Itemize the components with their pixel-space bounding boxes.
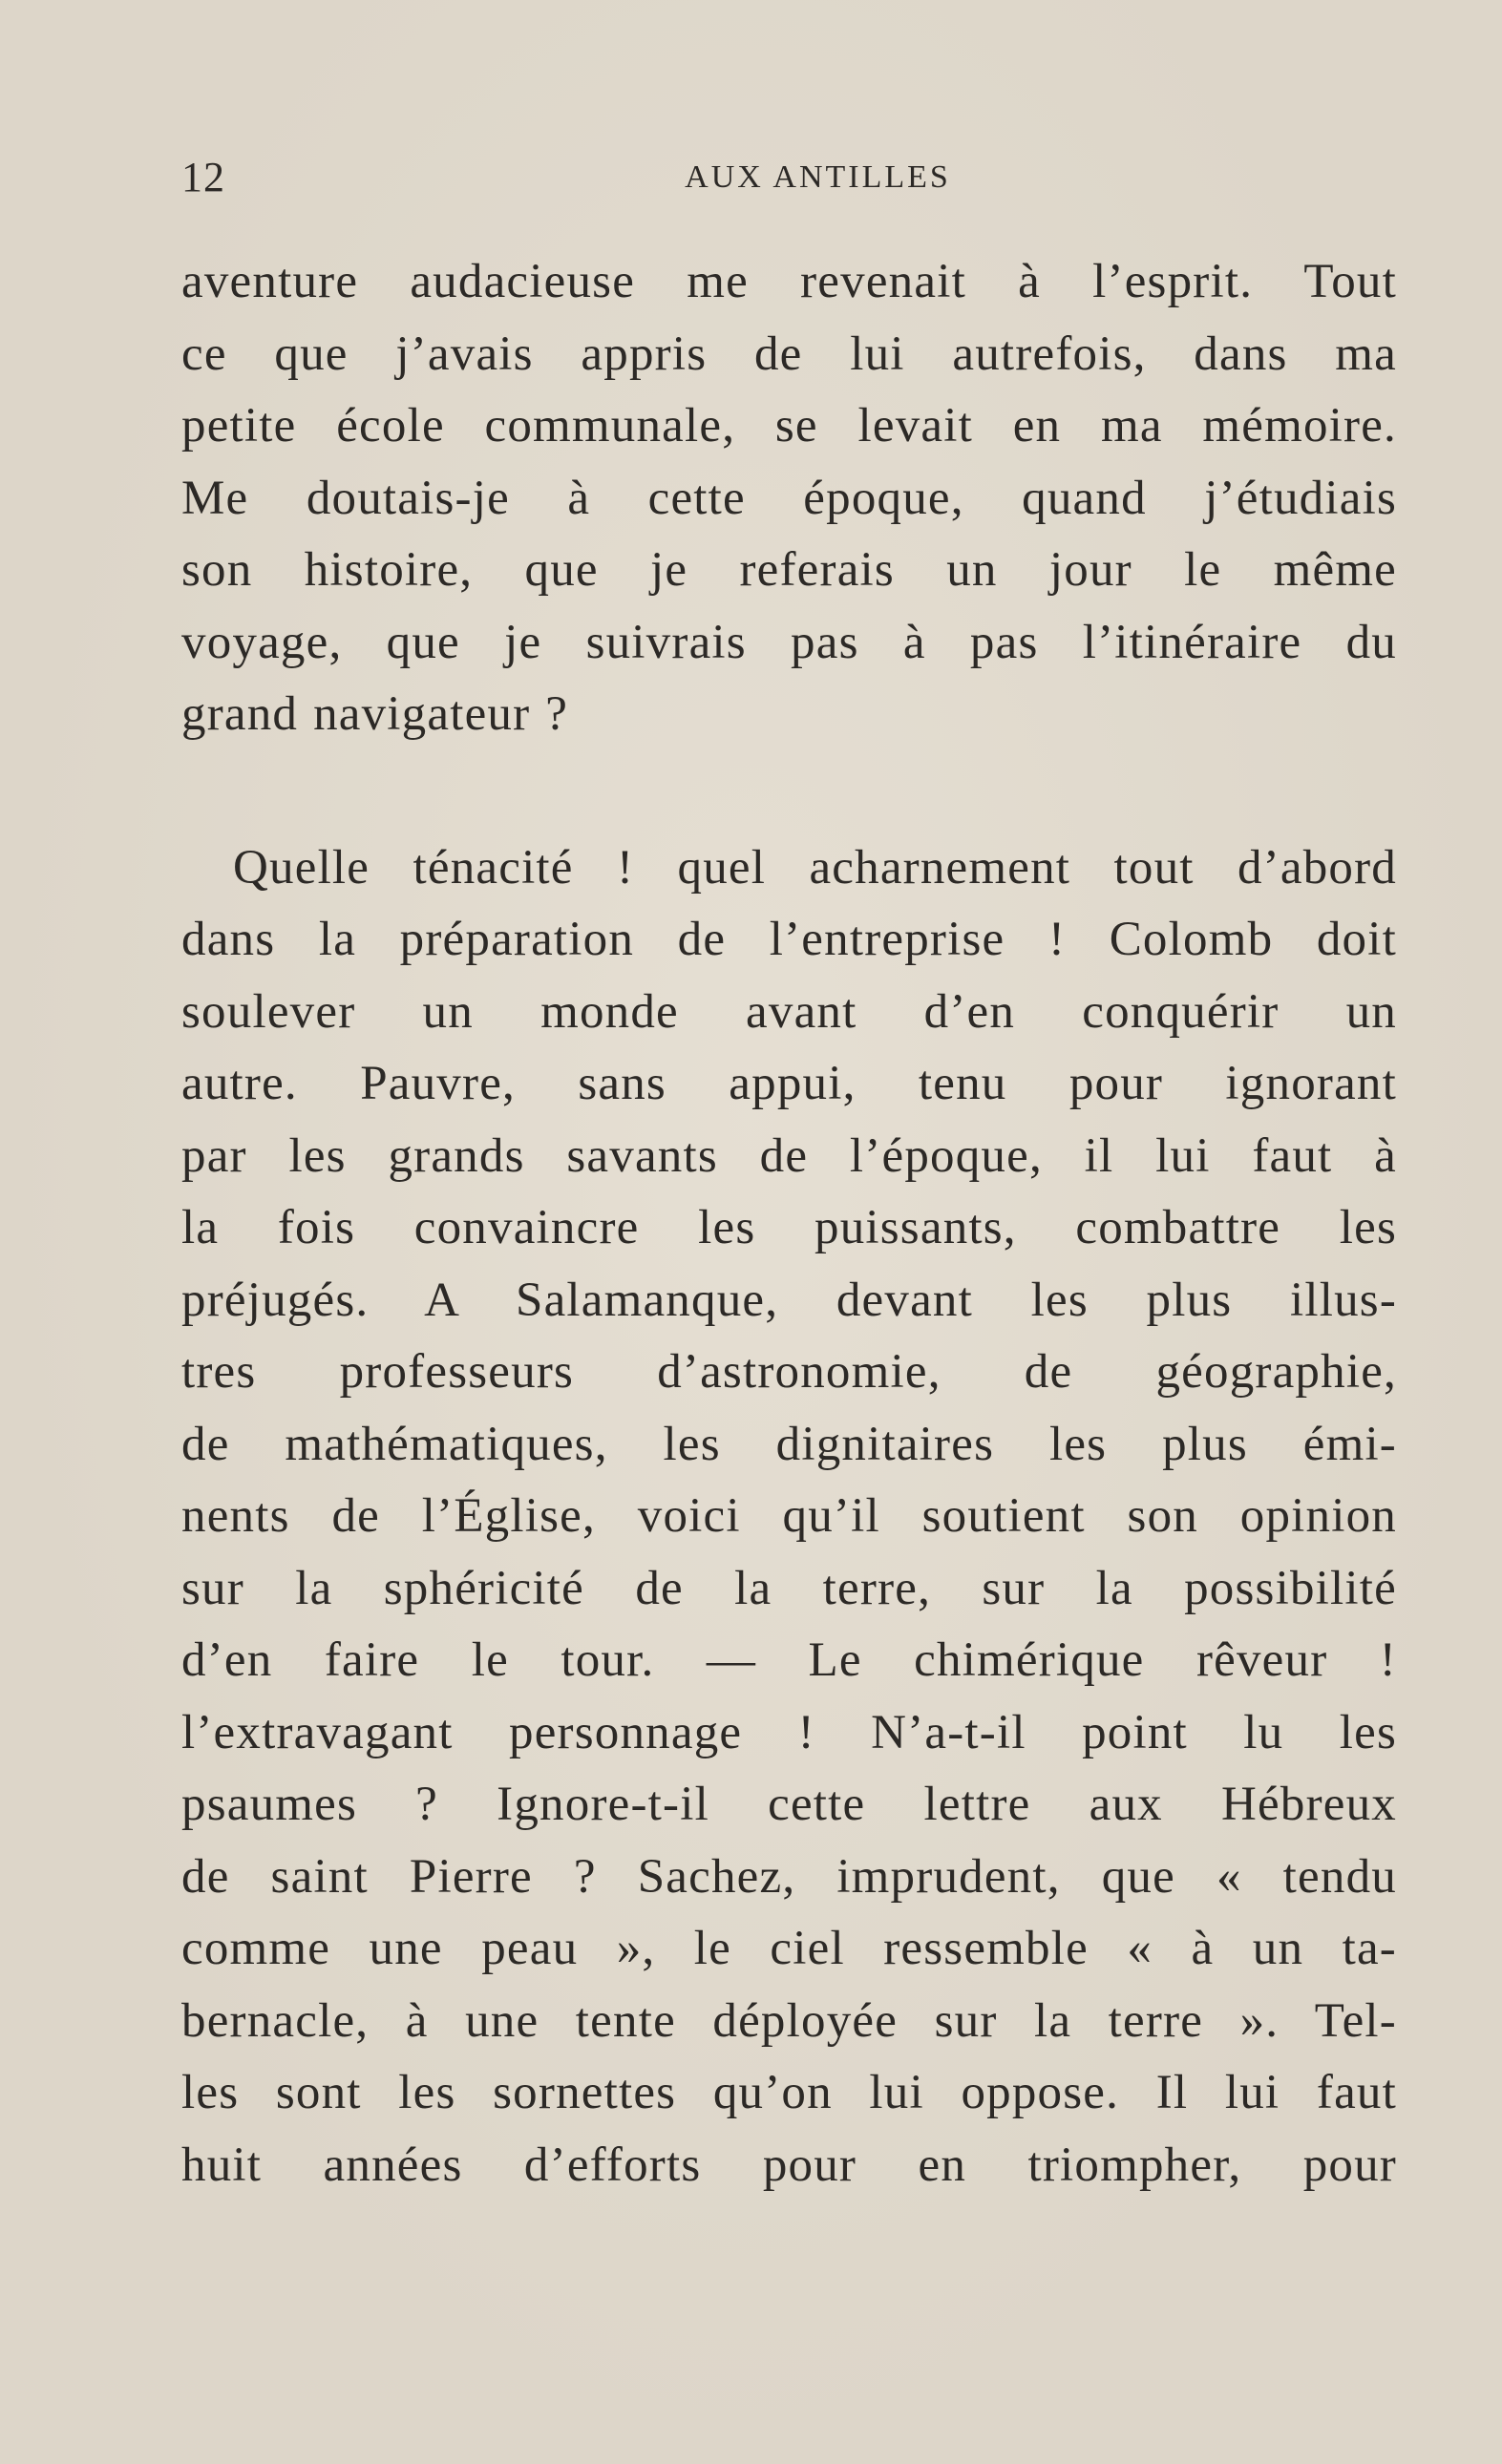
- text-line: tres professeurs d’astronomie, de géographie,: [181, 1345, 1397, 1399]
- text-line: de mathématiques, les dignitaires les plus émi-: [181, 1417, 1397, 1471]
- text-line: sur la sphéricité de la terre, sur la possibilité: [181, 1561, 1397, 1615]
- body-text: [181, 246, 1397, 2201]
- text-line: par les grands savants de l’époque, il lui faut à: [181, 1128, 1397, 1183]
- text-line: les sont les sornettes qu’on lui oppose. Il lui faut: [181, 2066, 1397, 2119]
- paragraph-2: [181, 832, 1397, 2202]
- text-line: ce que j’avais appris de lui autrefois, dans ma: [181, 326, 1397, 381]
- running-title: AUX ANTILLES: [685, 159, 951, 195]
- text-line: l’extravagant personnage ! N’a-t-il point lu les: [181, 1705, 1397, 1759]
- text-line: la fois convaincre les puissants, combattre les: [181, 1201, 1397, 1254]
- text-line: autre. Pauvre, sans appui, tenu pour ignorant: [181, 1057, 1397, 1110]
- text-line: de saint Pierre ? Sachez, imprudent, que « tendu: [181, 1849, 1397, 1904]
- text-line: bernacle, à une tente déployée sur la terre ». Tel-: [181, 1993, 1397, 2048]
- text-line: psaumes ? Ignore-t-il cette lettre aux Hébreux: [181, 1778, 1397, 1831]
- text-line: préjugés. A Salamanque, devant les plus illus-: [181, 1273, 1397, 1327]
- text-line: comme une peau », le ciel ressemble « à un ta-: [181, 1922, 1397, 1975]
- text-line: Quelle ténacité ! quel acharnement tout d’abord: [233, 840, 1397, 895]
- text-line: grand navigateur ?: [181, 687, 569, 741]
- text-line: voyage, que je suivrais pas à pas l’itinéraire du: [181, 615, 1397, 669]
- paragraph-gap: [181, 751, 1397, 832]
- text-line: soulever un monde avant d’en conquérir un: [181, 984, 1397, 1039]
- text-line: nents de l’Église, voici qu’il soutient son opinion: [181, 1489, 1397, 1543]
- paragraph-1: [181, 246, 1397, 751]
- text-line: petite école communale, se levait en ma mémoire.: [181, 399, 1397, 453]
- text-line: son histoire, que je referais un jour le même: [181, 543, 1397, 597]
- text-line: dans la préparation de l’entreprise ! Colomb doit: [181, 913, 1397, 966]
- text-line: d’en faire le tour. — Le chimérique rêveur !: [181, 1633, 1397, 1687]
- text-line: huit années d’efforts pour en triompher, pour: [181, 2138, 1397, 2192]
- page-number: 12: [181, 154, 225, 200]
- text-line: aventure audacieuse me revenait à l’esprit. Tout: [181, 255, 1397, 308]
- text-line: Me doutais-je à cette époque, quand j’étudiais: [181, 471, 1397, 525]
- running-head: [181, 151, 1397, 204]
